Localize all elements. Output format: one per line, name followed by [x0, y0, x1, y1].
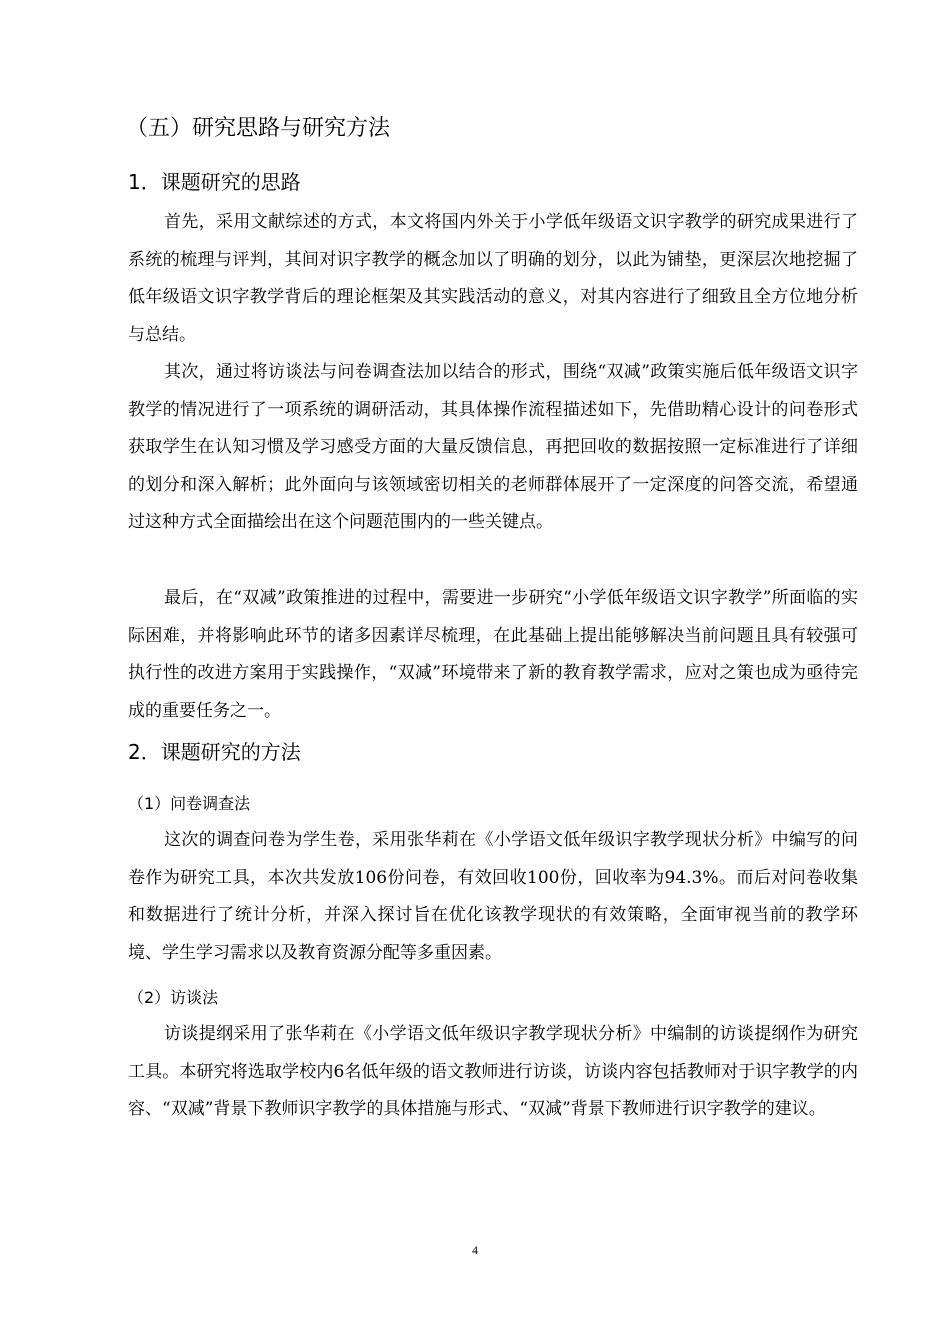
- paragraph-questionnaire: 这次的调查问卷为学生卷，采用张华莉在《小学语文低年级识字教学现状分析》中编写的问卷作为研究工具，本次共发放106份问卷，有效回收100份，回收率为94.3%。而后对问卷收集和数据进行了统计分析，并深入探讨旨在优化该教学现状的有效策略，全面审视当前的教学环境、学生学习需求以及教育资源分配等多重因素。: [128, 830, 858, 963]
- paragraph-survey-interview: 其次，通过将访谈法与问卷调查法加以结合的形式，围绕“双减”政策实施后低年级语文识字教学的情况进行了一项系统的调研活动，其具体操作流程描述如下，先借助精心设计的问卷形式获取学生在认知习惯及学习感受方面的大量反馈信息，再把回收的数据按照一定标准进行了详细的划分和深入解析；此外面向与该领域密切相关的老师群体展开了一定深度的问答交流，希望通过这种方式全面描绘出在这个问题范围内的一些关键点。: [128, 362, 858, 533]
- paragraph-improvement: 最后，在“双减”政策推进的过程中，需要进一步研究“小学低年级语文识字教学”所面临的实际困难，并将影响此环节的诸多因素详尽梳理，在此基础上提出能够解决当前问题且具有较强可执行性的改进方案用于实践操作，“双减”环境带来了新的教育教学需求，应对之策也成为亟待完成的重要任务之一。: [128, 588, 858, 721]
- section-heading: （五）研究思路与研究方法: [126, 116, 391, 141]
- paragraph-interview: 访谈提纲采用了张华莉在《小学语文低年级识字教学现状分析》中编制的访谈提纲作为研究工具。本研究将选取学校内6名低年级的语文教师进行访谈，访谈内容包括教师对于识字教学的内容、“双减”背景下教师识字教学的具体措施与形式、“双减”背景下教师进行识字教学的建议。: [128, 1024, 858, 1120]
- page-number: 4: [472, 1243, 478, 1257]
- subsection-heading-thinking: 1．课题研究的思路: [128, 170, 301, 194]
- paragraph-literature-review: 首先，采用文献综述的方式，本文将国内外关于小学低年级语文识字教学的研究成果进行了系统的梳理与评判，其间对识字教学的概念加以了明确的划分，以此为铺垫，更深层次地挖掘了低年级语文识字教学背后的理论框架及其实践活动的意义，对其内容进行了细致且全方位地分析与总结。: [128, 212, 858, 345]
- subsection-heading-methods: 2．课题研究的方法: [128, 740, 301, 764]
- method-heading-interview: （2）访谈法: [128, 988, 219, 1007]
- method-heading-questionnaire: （1）问卷调查法: [128, 794, 251, 813]
